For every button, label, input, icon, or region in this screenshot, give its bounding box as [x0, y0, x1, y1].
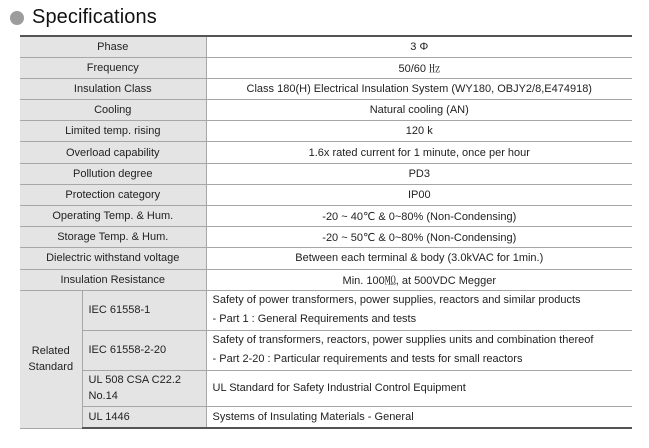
spec-label: Protection category: [20, 184, 206, 205]
standard-name: [82, 370, 206, 406]
spec-label: Pollution degree: [20, 163, 206, 184]
table-row: [20, 163, 632, 184]
table-row: [20, 370, 632, 406]
spec-value: Min. 100㏁, at 500VDC Megger: [206, 269, 632, 290]
standard-name: [82, 330, 206, 370]
bullet-circle-icon: [10, 11, 24, 25]
standard-name-line1: UL 508 CSA C22.2: [88, 374, 182, 387]
spec-value: 1.6x rated current for 1 minute, once per hour: [206, 142, 632, 163]
spec-label: Operating Temp. & Hum.: [20, 206, 206, 227]
spec-label: Limited temp. rising: [20, 121, 206, 142]
table-row: [20, 121, 632, 142]
spec-label: Frequency: [20, 57, 206, 78]
standard-description-line1: UL Standard for Safety Industrial Control Equipment: [212, 381, 466, 394]
table-row: [20, 227, 632, 248]
spec-label: Phase: [20, 36, 206, 57]
table-row: [20, 78, 632, 99]
table-row: [20, 57, 632, 78]
page-title: Specifications: [32, 5, 157, 28]
related-standard-line1: Related: [31, 345, 70, 358]
spec-label: Insulation Class: [20, 78, 206, 99]
spec-value: 3 Φ: [206, 36, 632, 57]
related-standard-line2: Standard: [28, 361, 74, 374]
spec-value: -20 ~ 40℃ & 0~80% (Non-Condensing): [206, 206, 632, 227]
standard-description: [206, 290, 632, 330]
standard-name-line2: No.14: [88, 390, 118, 403]
table-row: [20, 290, 632, 330]
table-row: [20, 184, 632, 205]
standard-name-line1: IEC 61558-1: [88, 304, 151, 317]
table-row: [20, 206, 632, 227]
standard-name: [82, 406, 206, 428]
standard-name: [82, 290, 206, 330]
spec-label: Cooling: [20, 100, 206, 121]
standard-description: [206, 406, 632, 428]
spec-label: Dielectric withstand voltage: [20, 248, 206, 269]
standard-description-line1: Safety of power transformers, power supplies, reactors and similar products: [212, 294, 581, 307]
standard-description: [206, 370, 632, 406]
spec-label: Storage Temp. & Hum.: [20, 227, 206, 248]
section-heading: [10, 3, 157, 31]
standard-description-line2: - Part 1 : General Requirements and tests: [212, 313, 417, 326]
table-row: [20, 406, 632, 428]
table-row: [20, 330, 632, 370]
table-row: [20, 269, 632, 290]
standard-description: [206, 330, 632, 370]
spec-value: PD3: [206, 163, 632, 184]
spec-label: Insulation Resistance: [20, 269, 206, 290]
specifications-table: [20, 35, 632, 429]
spec-label: Overload capability: [20, 142, 206, 163]
spec-value: Natural cooling (AN): [206, 100, 632, 121]
spec-value: 120 k: [206, 121, 632, 142]
spec-value: Class 180(H) Electrical Insulation System (WY180, OBJY2/8,E474918): [206, 78, 632, 99]
spec-value: Between each terminal & body (3.0kVAC for 1min.): [206, 248, 632, 269]
standard-name-line1: UL 1446: [88, 411, 130, 423]
table-row: [20, 100, 632, 121]
spec-value: -20 ~ 50℃ & 0~80% (Non-Condensing): [206, 227, 632, 248]
standard-description-line1: Systems of Insulating Materials - General: [212, 410, 414, 423]
standard-description-line1: Safety of transformers, reactors, power supplies units and combination thereof: [212, 334, 594, 347]
related-standard-label: [20, 290, 82, 428]
table-row: [20, 36, 632, 57]
table-row: [20, 142, 632, 163]
spec-value: IP00: [206, 184, 632, 205]
table-row: [20, 248, 632, 269]
standard-description-line2: - Part 2-20 : Particular requirements and tests for small reactors: [212, 353, 523, 366]
spec-value: 50/60 ㎐: [206, 57, 632, 78]
standard-name-line1: IEC 61558-2-20: [88, 344, 167, 357]
